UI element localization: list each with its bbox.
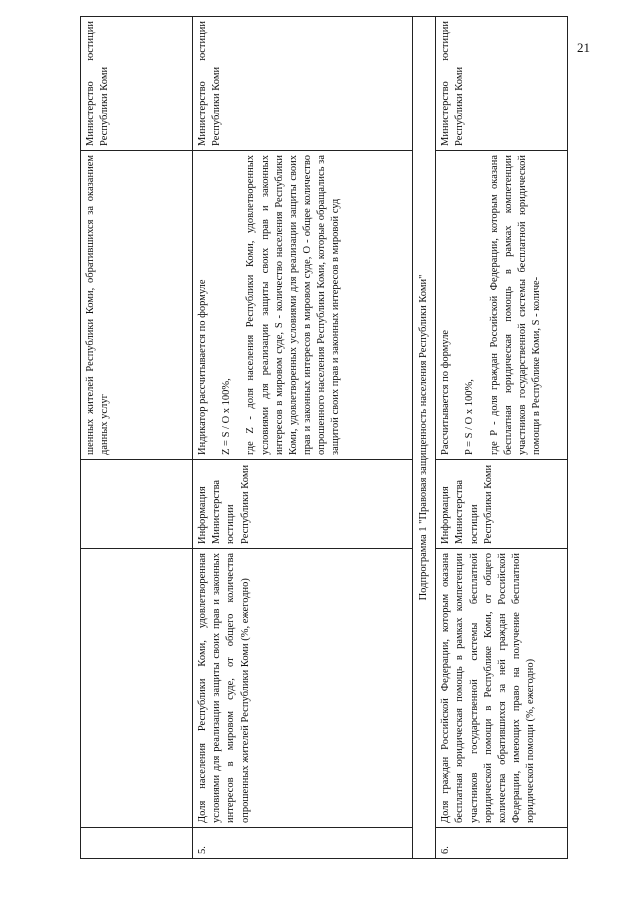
method-where: где Z - доля населения Республики Коми, удовлетворенных условиями для реализации защиты своих прав и законных интересов в мировом суде, S - количество населения Республики Коми, удовлетворенных условиями для реализации защиты своих прав и законных интересов в мировом суде, O - общее количество опрошенного населения Республики Коми, которые обращались за защитой своих прав и законных интересов в мировой суд — [245, 155, 342, 455]
data-source-cell: Информация Министерства юстиции Республики Коми — [436, 460, 568, 549]
data-source-cell: Информация Министерства юстиции Республики Коми — [193, 460, 413, 549]
row-number-cell: 5. — [193, 828, 413, 859]
table-row — [193, 17, 413, 859]
row-number-cell — [81, 828, 193, 859]
data-source-cell — [81, 460, 193, 549]
indicator-name-cell: Доля граждан Российской Федерации, которым оказана бесплатная юридическая помощь в рамках компетенции участников государственной системы бесплатной юридической помощи в Республике Коми, от общего количества обратившихся за ней граждан Российской Федерации, имеющих право на получение бесплатной юридической помощи (%, ежегодно) — [436, 549, 568, 828]
method-cell — [193, 151, 413, 460]
table-row — [81, 17, 193, 859]
indicator-name-cell: Доля населения Республики Коми, удовлетворенная условиями для реализации защиты своих прав и законных интересов в мировом суде, от общего количества опрошенных жителей Республики Коми (%, ежегодно) — [193, 549, 413, 828]
responsible-cell: Министерство юстиции Республики Коми — [193, 17, 413, 151]
row-number-cell: 6. — [436, 828, 568, 859]
subprogram-title: Подпрограмма 1 "Правовая защищенность населения Республики Коми" — [413, 17, 436, 859]
subprogram-row — [413, 17, 436, 859]
table-row — [436, 17, 568, 859]
method-cell — [436, 151, 568, 460]
method-intro: Индикатор рассчитывается по формуле — [197, 279, 208, 455]
indicator-name-cell — [81, 549, 193, 828]
page-number: 21 — [577, 40, 590, 55]
rotated-table-wrapper — [80, 21, 568, 859]
method-formula: Z = S / O x 100%, — [221, 378, 233, 455]
responsible-cell: Министерство юстиции Республики Коми — [81, 17, 193, 151]
responsible-cell: Министерство юстиции Республики Коми — [436, 17, 568, 151]
method-cell: шенных жителей Республики Коми, обратившихся за оказанием данных услуг — [81, 151, 193, 460]
method-where: где P - доля граждан Российской Федерации, которым оказана бесплатная юридическая помощь в рамках компетенции участников государственной системы бесплатной юридической помощи в Республике Коми, S - количе- — [488, 155, 543, 455]
method-intro: Рассчитывается по формуле — [440, 329, 452, 455]
method-formula: P = S / O x 100%, — [464, 379, 476, 455]
indicators-table — [80, 16, 568, 859]
